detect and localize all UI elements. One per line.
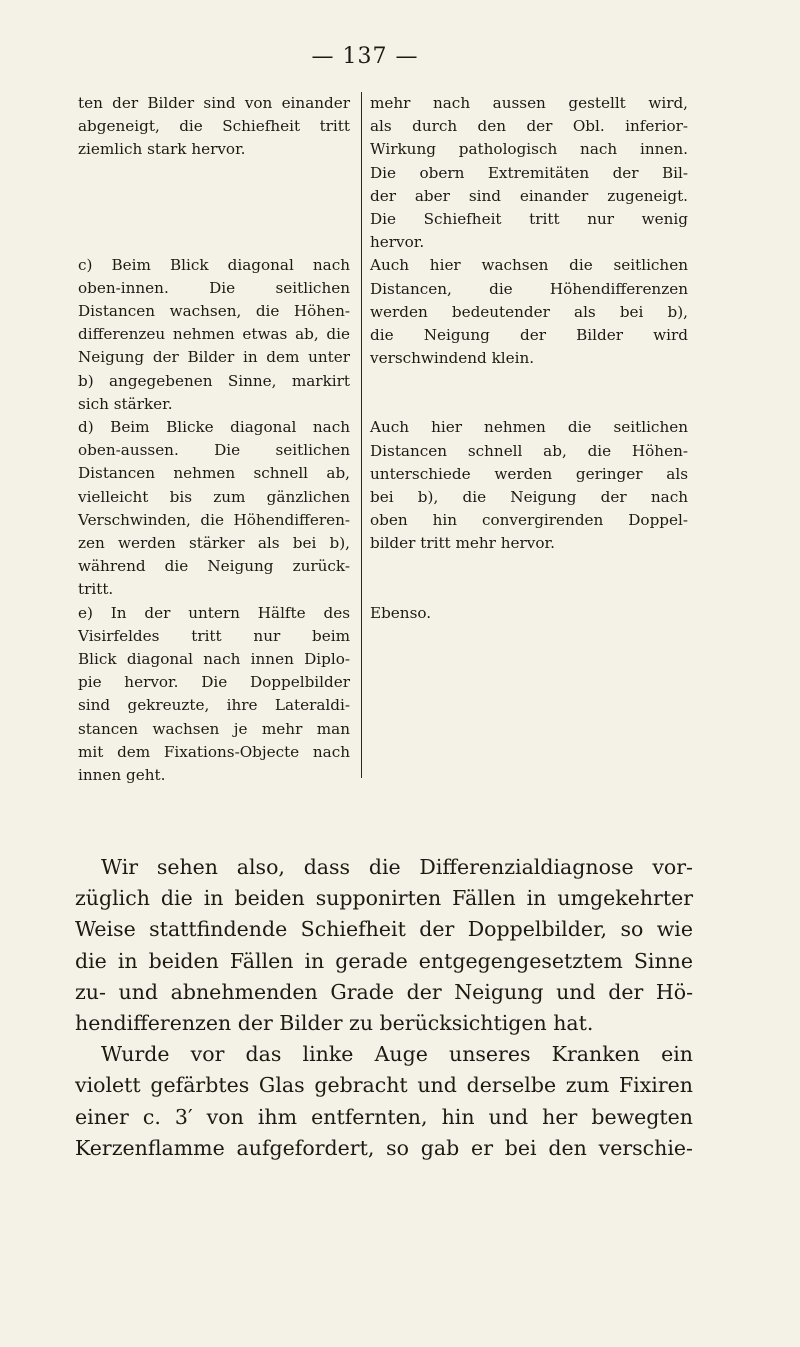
text-line: hervor. <box>370 233 425 252</box>
text-line: bilder tritt mehr hervor. <box>370 534 555 553</box>
text-line: bei b), die Neigung der nach <box>370 488 688 507</box>
text-line: die in beiden Fällen in gerade entgegengesetztem Sinne <box>75 948 693 973</box>
text-line: als durch den der Obl. inferior- <box>370 117 688 136</box>
text-line: der aber sind einander zugeneigt. <box>370 186 688 205</box>
text-line: hendifferenzen der Bilder zu berücksichtigen hat. <box>75 1011 594 1036</box>
text-line: Wurde vor das linke Auge unseres Kranken ein <box>101 1042 693 1067</box>
text-line: die Neigung der Bilder wird <box>370 326 688 345</box>
text-line: während die Neigung zurück- <box>78 557 350 576</box>
text-line: Die Schiefheit tritt nur wenig <box>370 210 688 229</box>
text-line: unterschiede werden geringer als <box>370 464 688 483</box>
text-line: einer c. 3′ von ihm entfernten, hin und her bewegten <box>75 1104 693 1129</box>
right-intro-paragraph <box>370 92 688 254</box>
right-section-c <box>370 254 688 370</box>
text-line: sich stärker. <box>78 394 173 413</box>
text-line: verschwindend klein. <box>370 349 535 368</box>
text-line: Wir sehen also, dass die Differenzialdiagnose vor- <box>101 855 693 879</box>
text-line: Distancen wachsen, die Höhen- <box>78 302 350 321</box>
text-line: Blick diagonal nach innen Diplo- <box>78 650 350 669</box>
text-line: innen geht. <box>78 766 166 785</box>
text-line: Distancen, die Höhendifferenzen <box>370 279 688 298</box>
text-line: Ebenso. <box>370 603 432 622</box>
text-line: mit dem Fixations-Objecte nach <box>78 742 350 761</box>
text-line: Kerzenflamme aufgefordert, so gab er bei den verschie- <box>75 1135 693 1160</box>
text-line: mehr nach aussen gestellt wird, <box>370 94 688 112</box>
text-line: oben hin convergirenden Doppel- <box>370 511 688 530</box>
column-divider <box>361 92 362 778</box>
text-line: abgeneigt, die Schiefheit tritt <box>78 117 350 136</box>
main-text <box>75 852 693 1164</box>
text-line: Auch hier nehmen die seitlichen <box>370 418 688 437</box>
text-line: vielleicht bis zum gänzlichen <box>78 487 350 506</box>
right-column <box>370 92 688 625</box>
text-line: Neigung der Bilder in dem unter <box>78 348 350 367</box>
text-line: differenzeu nehmen etwas ab, die <box>78 325 350 344</box>
main-paragraph-1 <box>75 852 693 1039</box>
text-line: zen werden stärker als bei b), <box>78 534 350 553</box>
text-line: ten der Bilder sind von einander <box>78 94 350 112</box>
left-section-d <box>78 416 350 602</box>
right-section-d <box>370 416 688 555</box>
text-line: züglich die in beiden supponirten Fällen in umgekehrter <box>75 886 693 911</box>
text-line: pie hervor. Die Doppelbilder <box>78 673 350 692</box>
two-column-comparison <box>78 92 693 785</box>
text-line: Visirfeldes tritt nur beim <box>78 626 350 645</box>
text-line: sind gekreuzte, ihre Lateraldi- <box>78 696 350 715</box>
text-line: ziemlich stark hervor. <box>78 140 246 159</box>
text-line: Weise stattfindende Schiefheit der Doppelbilder, so wie <box>75 917 693 942</box>
text-line: stancen wachsen je mehr man <box>78 719 350 738</box>
main-paragraph-2 <box>75 1039 693 1164</box>
left-intro-paragraph <box>78 92 350 162</box>
text-line: e) In der untern Hälfte des <box>78 603 350 622</box>
text-line: zu- und abnehmenden Grade der Neigung und der Hö- <box>75 979 693 1004</box>
text-line: oben-innen. Die seitlichen <box>78 278 350 297</box>
text-line: b) angegebenen Sinne, markirt <box>78 371 350 390</box>
text-line: Auch hier wachsen die seitlichen <box>370 256 688 275</box>
text-line: Wirkung pathologisch nach innen. <box>370 140 688 159</box>
text-line: Verschwinden, die Höhendifferen- <box>78 510 350 529</box>
text-line: tritt. <box>78 580 114 599</box>
text-line: werden bedeutender als bei b), <box>370 302 688 321</box>
text-line: Distancen nehmen schnell ab, <box>78 464 350 483</box>
right-section-e <box>370 602 688 625</box>
left-section-e <box>78 602 350 788</box>
page-number: — 137 — <box>311 44 419 69</box>
text-line: oben-aussen. Die seitlichen <box>78 441 350 460</box>
left-column <box>78 92 350 787</box>
text-line: d) Beim Blicke diagonal nach <box>78 418 350 437</box>
text-line: violett gefärbtes Glas gebracht und derselbe zum Fixiren <box>75 1073 693 1098</box>
left-section-c <box>78 254 350 416</box>
text-line: c) Beim Blick diagonal nach <box>78 255 350 274</box>
text-line: Distancen schnell ab, die Höhen- <box>370 441 688 460</box>
text-line: Die obern Extremitäten der Bil- <box>370 163 688 182</box>
